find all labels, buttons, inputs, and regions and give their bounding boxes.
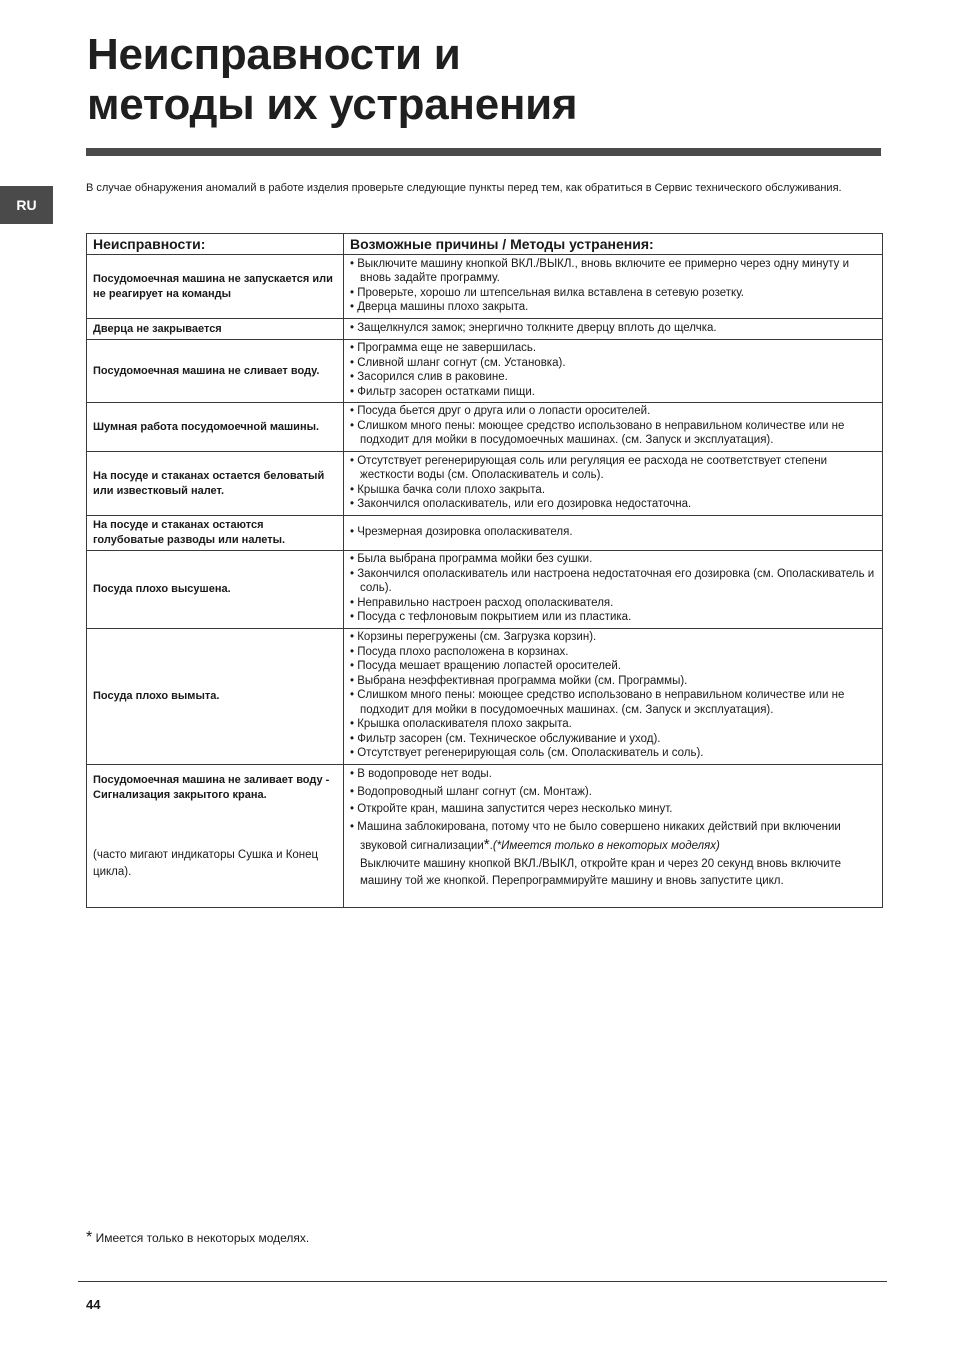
locked-text: Машина заблокирована, потому что не было совершено никаких действий при включении звуковой сигнализации [357,820,841,852]
asterisk-mark: * [483,836,490,853]
fault-cell: На посуде и стаканах остаются голубоватые разводы или налеты. [87,516,344,551]
cause-item: • Программа еще не завершилась. [350,341,876,356]
table-row [87,516,883,551]
cause-item: • Сливной шланг согнут (см. Установка). [350,356,876,371]
causes-cell [344,255,883,319]
cause-item: • Посуда с тефлоновым покрытием или из пластика. [350,610,876,625]
table-body [87,255,883,908]
cause-item: • Посуда бьется друг о друга или о лопасти оросителей. [350,404,876,419]
title-underline [86,148,881,156]
cause-item: • В водопроводе нет воды. [350,766,876,784]
cause-item: • Защелкнулся замок; энергично толкните дверцу вплоть до щелчка. [350,321,876,336]
fault-cell [87,765,344,908]
table-row [87,340,883,403]
footnote-text: Имеется только в некоторых моделях. [92,1231,310,1245]
causes-cell [344,629,883,765]
cause-item: • Закончился ополаскиватель, или его дозировка недостаточна. [350,497,876,512]
cause-item: • Крышка бачка соли плохо закрыта. [350,483,876,498]
causes-list [350,341,876,399]
fault-text: Посудомоечная машина не заливает воду - Сигнализация закрытого крана. [93,774,330,801]
title-line-1: Неисправности и [87,30,461,79]
header-fault: Неисправности: [87,234,344,255]
cause-item-locked [350,819,876,891]
cause-item: • Слишком много пены: моющее средство использовано в неправильном количестве или не подходит для мойки в посудомоечных машинах. (см. Запуск и эксплуатация). [350,688,876,717]
fault-cell: На посуде и стаканах остается беловатый или известковый налет. [87,452,344,516]
cause-item: • Выключите машину кнопкой ВКЛ./ВЫКЛ., вновь включите ее примерно через одну минуту и вновь задайте программу. [350,257,876,286]
cause-item: • Дверца машины плохо закрыта. [350,300,876,315]
causes-cell [344,765,883,908]
intro-paragraph: В случае обнаружения аномалий в работе изделия проверьте следующие пункты перед тем, как обратиться в Сервис технического обслуживания. [86,182,842,194]
causes-cell [344,340,883,403]
table-row-no-water [87,765,883,908]
header-causes: Возможные причины / Методы устранения: [344,234,883,255]
cause-item: • Фильтр засорен (см. Техническое обслуживание и уход). [350,732,876,747]
cause-item: • Посуда мешает вращению лопастей оросителей. [350,659,876,674]
table-row [87,403,883,452]
page-number: 44 [86,1297,101,1312]
causes-list [350,454,876,512]
table-header-row [87,234,883,255]
causes-cell [344,551,883,629]
fault-cell: Посудомоечная машина не запускается или не реагирует на команды [87,255,344,319]
footnote [86,1229,309,1247]
causes-list [350,630,876,761]
cause-item: • Засорился слив в раковине. [350,370,876,385]
title-line-2: методы их устранения [87,80,578,129]
page-title [87,30,577,130]
table-row [87,255,883,319]
table-row [87,452,883,516]
fault-cell: Шумная работа посудомоечной машины. [87,403,344,452]
causes-list [350,257,876,315]
cause-item: • Слишком много пены: моющее средство использовано в неправильном количестве или не подходит для мойки в посудомоечных машинах. (см. Запуск и эксплуатация). [350,419,876,448]
language-tab: RU [0,186,53,224]
causes-list [350,552,876,625]
causes-list [350,404,876,448]
table-row [87,629,883,765]
cause-item: • Фильтр засорен остатками пищи. [350,385,876,400]
causes-cell [344,319,883,340]
footnote-asterisk: * [86,1229,93,1246]
causes-list [350,321,876,336]
causes-cell [344,403,883,452]
cause-item: • Отсутствует регенерирующая соль или регуляция ее расхода не соответствует степени жесткости воды (см. Ополаскиватель и соль). [350,454,876,483]
causes-cell [344,516,883,551]
causes-cell [344,452,883,516]
cause-item: • Неправильно настроен расход ополаскивателя. [350,596,876,611]
fault-cell: Посуда плохо вымыта. [87,629,344,765]
cause-item: • Водопроводный шланг согнут (см. Монтаж). [350,784,876,802]
table-row [87,319,883,340]
cause-item: • Выбрана неэффективная программа мойки (см. Программы). [350,674,876,689]
fault-note: (часто мигают индикаторы Сушка и Конец цикла). [93,849,319,878]
table-row [87,551,883,629]
fault-cell: Дверца не закрывается [87,319,344,340]
cause-item: • Проверьте, хорошо ли штепсельная вилка вставлена в сетевую розетку. [350,286,876,301]
footer-divider [78,1281,887,1282]
fault-cell: Посуда плохо высушена. [87,551,344,629]
cause-item: • Была выбрана программа мойки без сушки. [350,552,876,567]
cause-item: • Закончился ополаскиватель или настроена недостаточная его дозировка (см. Ополаскиватель и соль). [350,567,876,596]
locked-dot: . [489,840,493,852]
cause-item: • Отсутствует регенерирующая соль (см. Ополаскиватель и соль). [350,746,876,761]
cause-item: • Крышка ополаскивателя плохо закрыта. [350,717,876,732]
causes-list [350,525,876,540]
locked-action: Выключите машину кнопкой ВКЛ./ВЫКЛ, откройте кран и через 20 секунд вновь включите машину той же кнопкой. Перепрограммируйте машину и вновь запустите цикл. [360,857,842,887]
cause-item: • Откройте кран, машина запустится через несколько минут. [350,801,876,819]
cause-item: • Корзины перегружены (см. Загрузка корзин). [350,630,876,645]
cause-item: • Чрезмерная дозировка ополаскивателя. [350,525,876,540]
cause-item: • Посуда плохо расположена в корзинах. [350,645,876,660]
causes-list [350,766,876,891]
troubleshooting-table [86,233,883,908]
fault-cell: Посудомоечная машина не сливает воду. [87,340,344,403]
locked-note: (*Имеется только в некоторых моделях) [492,840,720,852]
